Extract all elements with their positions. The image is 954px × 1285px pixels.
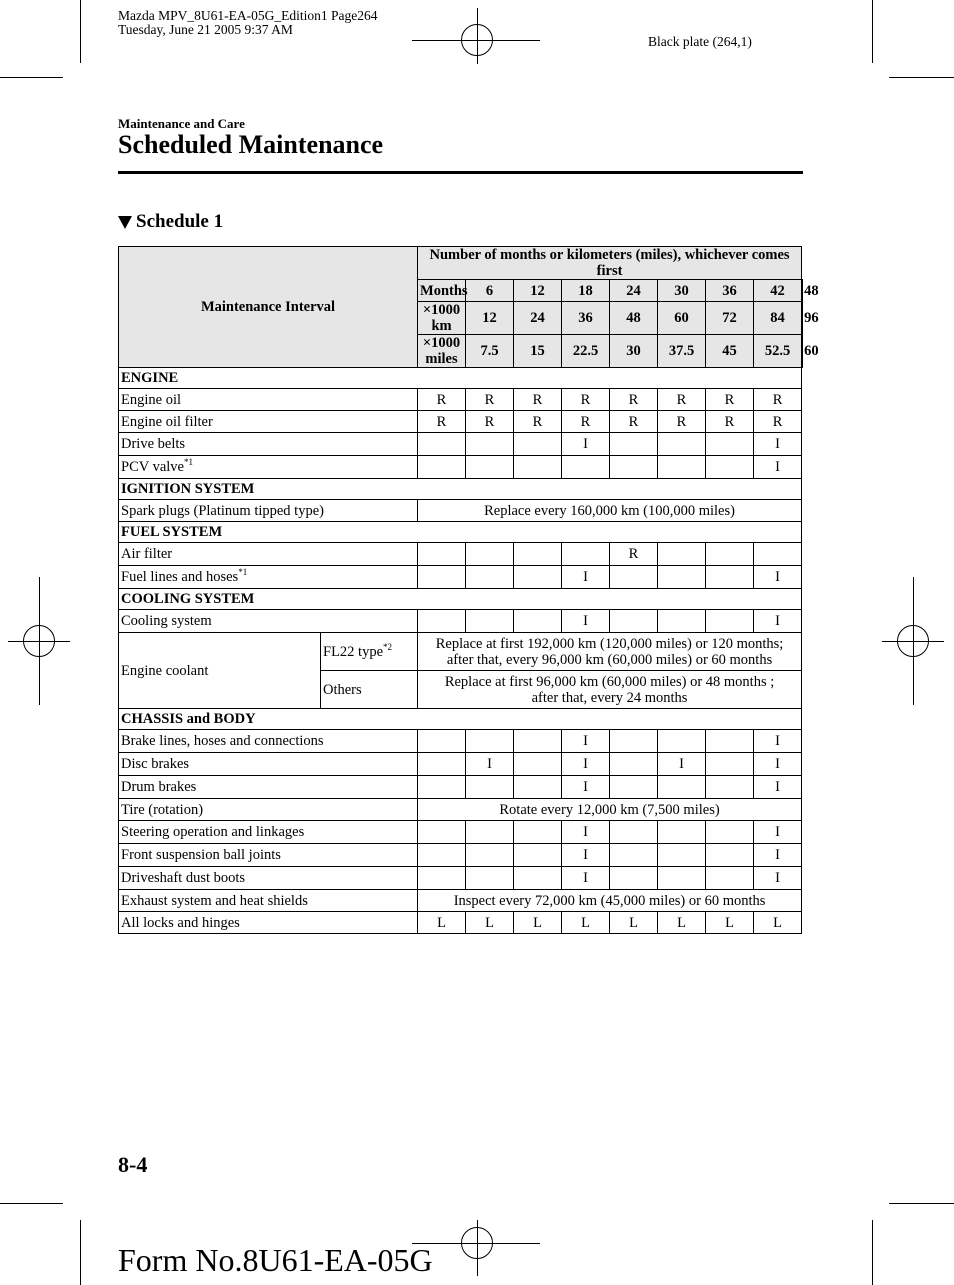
table-section-row [119, 522, 803, 543]
schedule-cell [514, 753, 562, 776]
schedule-cell: L [466, 912, 514, 934]
page-title: Scheduled Maintenance [118, 130, 384, 159]
row-label [119, 411, 418, 433]
plate-label: Black plate (264,1) [648, 34, 752, 49]
schedule-cell [610, 610, 658, 633]
header-cell: 24 [514, 302, 562, 335]
schedule-cell: R [754, 411, 802, 433]
table-row [119, 500, 803, 522]
header-cell: 48 [610, 302, 658, 335]
row-label-text: Disc brakes [121, 756, 190, 772]
row-note: Replace every 160,000 km (100,000 miles) [418, 500, 802, 522]
row-label [119, 821, 418, 844]
header-cell: 84 [754, 302, 802, 335]
schedule-cell [658, 821, 706, 844]
schedule-cell [418, 753, 466, 776]
schedule-cell: R [514, 411, 562, 433]
header-cell: 36 [706, 280, 754, 302]
header-cell: 45 [706, 335, 754, 368]
schedule-cell [418, 844, 466, 867]
footnote-ref: *1 [183, 457, 193, 468]
row-label [119, 500, 418, 522]
table-row [119, 633, 803, 671]
schedule-cell: I [754, 566, 802, 589]
schedule-cell: R [562, 411, 610, 433]
table-row [119, 411, 803, 433]
crop-mark [872, 1220, 873, 1285]
header-cell: 12 [514, 280, 562, 302]
row-label-text: Engine oil filter [121, 413, 213, 430]
section-engine: ENGINE [119, 368, 802, 389]
footnote-ref: *1 [238, 567, 248, 578]
schedule-cell [466, 821, 514, 844]
row-label [119, 799, 418, 821]
row-label [119, 389, 418, 411]
row-label [119, 776, 418, 799]
table-section-row [119, 479, 803, 500]
table-row [119, 912, 803, 934]
table-row [119, 867, 803, 890]
table-row [119, 566, 803, 589]
schedule-cell [658, 433, 706, 456]
schedule-cell [706, 730, 754, 753]
schedule-cell [658, 566, 706, 589]
schedule-cell [658, 610, 706, 633]
schedule-cell [562, 456, 610, 479]
row-label-text: Cooling system [121, 613, 212, 629]
row-label [119, 456, 418, 479]
schedule-cell: R [466, 411, 514, 433]
header-cell: 52.5 [754, 335, 802, 368]
schedule-cell: R [418, 389, 466, 411]
crop-mark [889, 1203, 954, 1204]
schedule-cell [466, 433, 514, 456]
table-row [119, 776, 803, 799]
header-cell: 7.5 [466, 335, 514, 368]
row-label-text: Exhaust system and heat shields [121, 892, 308, 909]
table-row [119, 753, 803, 776]
schedule-cell: R [514, 389, 562, 411]
header-cell: 15 [514, 335, 562, 368]
table-section-row [119, 589, 803, 610]
schedule-cell [514, 730, 562, 753]
schedule-cell: L [754, 912, 802, 934]
fl22-note-line1: Replace at first 192,000 km (120,000 miles) or 120 months; [435, 635, 784, 652]
row-label-text: Drive belts [121, 436, 186, 452]
schedule-cell [514, 844, 562, 867]
header-cell: 48 [804, 282, 819, 299]
schedule-cell [706, 753, 754, 776]
row-label-text: Air filter [121, 546, 173, 562]
schedule-cell: I [562, 566, 610, 589]
schedule-cell [706, 867, 754, 890]
schedule-cell [706, 566, 754, 589]
row-label [119, 543, 418, 566]
table-section-row [119, 368, 803, 389]
crop-mark [889, 77, 954, 78]
schedule-cell: I [466, 753, 514, 776]
schedule-cell [466, 776, 514, 799]
schedule-cell [706, 776, 754, 799]
schedule-cell [514, 456, 562, 479]
schedule-cell [658, 776, 706, 799]
schedule-cell [418, 566, 466, 589]
row-label-text: Fuel lines and hoses [121, 569, 239, 585]
row-label [119, 844, 418, 867]
others-label: Others [321, 671, 418, 709]
row-label-text: Driveshaft dust boots [121, 870, 246, 886]
schedule-cell [610, 776, 658, 799]
schedule-cell: I [562, 753, 610, 776]
table-row [119, 456, 803, 479]
schedule-cell: I [562, 821, 610, 844]
header-cell: 37.5 [658, 335, 706, 368]
schedule-cell [610, 867, 658, 890]
page-number: 8-4 [118, 1152, 148, 1177]
row-label [119, 753, 418, 776]
print-header-line1: Mazda MPV_8U61-EA-05G_Edition1 Page264 [118, 8, 378, 23]
header-cell: 60 [804, 343, 819, 359]
row-label-text: Steering operation and linkages [121, 824, 305, 840]
header-cell: 18 [562, 280, 610, 302]
header-cell: 6 [466, 280, 514, 302]
schedule-cell [418, 456, 466, 479]
others-note-line1: Replace at first 96,000 km (60,000 miles) or 48 months ; [444, 673, 775, 690]
schedule-cell [466, 566, 514, 589]
schedule-cell: L [514, 912, 562, 934]
row-label [119, 433, 418, 456]
schedule-cell: R [610, 411, 658, 433]
schedule-cell: I [754, 730, 802, 753]
row-label-text: Tire (rotation) [121, 801, 204, 818]
schedule-cell [514, 433, 562, 456]
schedule-cell [514, 776, 562, 799]
schedule-cell: R [754, 389, 802, 411]
schedule-cell: L [610, 912, 658, 934]
schedule-cell [418, 610, 466, 633]
schedule-cell [658, 543, 706, 566]
others-note-line2: after that, every 24 months [531, 689, 688, 706]
table-row [119, 389, 803, 411]
schedule-cell: L [562, 912, 610, 934]
schedule-cell [610, 821, 658, 844]
table-row [119, 799, 803, 821]
others-note [418, 671, 802, 709]
row-label [119, 890, 418, 912]
schedule-cell: I [658, 753, 706, 776]
schedule-cell [514, 610, 562, 633]
schedule-cell: R [610, 389, 658, 411]
footnote-ref: *2 [383, 641, 393, 652]
schedule-cell [658, 867, 706, 890]
schedule-cell [418, 776, 466, 799]
km-label: ×1000 km [418, 302, 466, 335]
crop-mark [0, 77, 63, 78]
schedule-cell [754, 543, 802, 566]
table-row [119, 821, 803, 844]
schedule-cell [418, 867, 466, 890]
schedule-cell: R [610, 543, 658, 566]
schedule-cell: L [706, 912, 754, 934]
schedule-cell [514, 543, 562, 566]
row-label [119, 912, 418, 934]
schedule-cell [706, 821, 754, 844]
row-label-text: Drum brakes [121, 779, 197, 795]
fl22-label-text: FL22 type [323, 643, 384, 660]
schedule-cell: R [658, 411, 706, 433]
section-cooling: COOLING SYSTEM [119, 589, 802, 610]
header-cell: 24 [610, 280, 658, 302]
header-cell: 72 [706, 302, 754, 335]
schedule-cell [418, 433, 466, 456]
schedule-cell: R [562, 389, 610, 411]
schedule-cell [658, 456, 706, 479]
row-label-text: PCV valve [121, 459, 184, 475]
schedule-cell [514, 867, 562, 890]
header-cell: 36 [562, 302, 610, 335]
schedule-cell: I [754, 867, 802, 890]
schedule-cell [562, 543, 610, 566]
header-cell: 96 [804, 310, 819, 326]
schedule-cell [610, 844, 658, 867]
section-chassis: CHASSIS and BODY [119, 709, 802, 730]
schedule-cell [706, 543, 754, 566]
schedule-cell [466, 730, 514, 753]
form-number: Form No.8U61-EA-05G [118, 1242, 433, 1278]
schedule-cell: R [706, 389, 754, 411]
schedule-cell [610, 566, 658, 589]
engine-coolant-label: Engine coolant [119, 633, 321, 709]
crop-mark [80, 0, 81, 63]
header-cell: 30 [658, 280, 706, 302]
subheading [118, 211, 223, 233]
row-label-text: Front suspension ball joints [121, 847, 281, 863]
schedule-cell: I [754, 610, 802, 633]
schedule-cell: I [754, 776, 802, 799]
row-label-text: Engine oil [121, 391, 182, 408]
row-label [119, 867, 418, 890]
schedule-cell [610, 433, 658, 456]
maintenance-table [118, 246, 819, 934]
schedule-cell [514, 821, 562, 844]
schedule-cell [706, 456, 754, 479]
schedule-cell [466, 456, 514, 479]
schedule-cell: R [658, 389, 706, 411]
schedule-cell: I [754, 433, 802, 456]
schedule-cell: L [658, 912, 706, 934]
header-cell: 42 [754, 280, 802, 302]
miles-label: ×1000 miles [418, 335, 466, 368]
schedule-cell: I [754, 456, 802, 479]
table-row [119, 610, 803, 633]
header-cell: 30 [610, 335, 658, 368]
print-header-line2: Tuesday, June 21 2005 9:37 AM [118, 22, 293, 37]
row-label-text: All locks and hinges [121, 914, 240, 931]
triangle-down-icon [118, 216, 132, 229]
schedule-cell: R [706, 411, 754, 433]
schedule-cell [466, 867, 514, 890]
row-label [119, 730, 418, 753]
schedule-cell: I [562, 610, 610, 633]
header-cell: 12 [466, 302, 514, 335]
schedule-cell [418, 543, 466, 566]
crop-mark [0, 1203, 63, 1204]
schedule-cell [706, 433, 754, 456]
row-label-text: Brake lines, hoses and connections [121, 733, 324, 749]
row-note: Rotate every 12,000 km (7,500 miles) [418, 799, 802, 821]
schedule-cell: I [562, 433, 610, 456]
schedule-cell: I [754, 753, 802, 776]
table-row [119, 543, 803, 566]
schedule-cell [466, 610, 514, 633]
schedule-cell [706, 844, 754, 867]
row-label [119, 566, 418, 589]
schedule-cell: I [562, 776, 610, 799]
schedule-cell: R [418, 411, 466, 433]
table-row [119, 890, 803, 912]
fl22-note-line2: after that, every 96,000 km (60,000 miles) or 60 months [446, 651, 773, 668]
interval-top-header: Number of months or kilometers (miles), whichever comes first [418, 247, 802, 280]
crop-mark [872, 0, 873, 63]
table-row [119, 247, 803, 280]
table-row [119, 433, 803, 456]
schedule-cell: I [562, 844, 610, 867]
row-label-text: Spark plugs (Platinum tipped type) [121, 502, 324, 519]
schedule-cell [658, 844, 706, 867]
schedule-cell: I [754, 844, 802, 867]
schedule-cell [658, 730, 706, 753]
title-rule [118, 171, 803, 174]
schedule-cell [706, 610, 754, 633]
schedule-cell: I [754, 821, 802, 844]
schedule-cell: R [466, 389, 514, 411]
table-section-row [119, 709, 803, 730]
section-ignition: IGNITION SYSTEM [119, 479, 802, 500]
header-cell: 60 [658, 302, 706, 335]
schedule-cell: I [562, 730, 610, 753]
interval-header: Maintenance Interval [119, 247, 418, 368]
schedule-cell: L [418, 912, 466, 934]
schedule-cell [466, 543, 514, 566]
crop-mark [80, 1220, 81, 1285]
section-label: Maintenance and Care [118, 116, 245, 131]
schedule-cell [514, 566, 562, 589]
table-row [119, 844, 803, 867]
schedule-cell [418, 821, 466, 844]
table-row [119, 730, 803, 753]
subheading-text: Schedule 1 [136, 211, 224, 232]
schedule-cell [466, 844, 514, 867]
fl22-note [418, 633, 802, 671]
schedule-cell: I [562, 867, 610, 890]
header-cell: 22.5 [562, 335, 610, 368]
schedule-cell [610, 456, 658, 479]
fl22-label [321, 633, 418, 671]
months-label: Months [418, 280, 466, 302]
row-label [119, 610, 418, 633]
section-fuel: FUEL SYSTEM [119, 522, 802, 543]
schedule-cell [610, 753, 658, 776]
row-note: Inspect every 72,000 km (45,000 miles) or 60 months [418, 890, 802, 912]
schedule-cell [418, 730, 466, 753]
schedule-cell [610, 730, 658, 753]
